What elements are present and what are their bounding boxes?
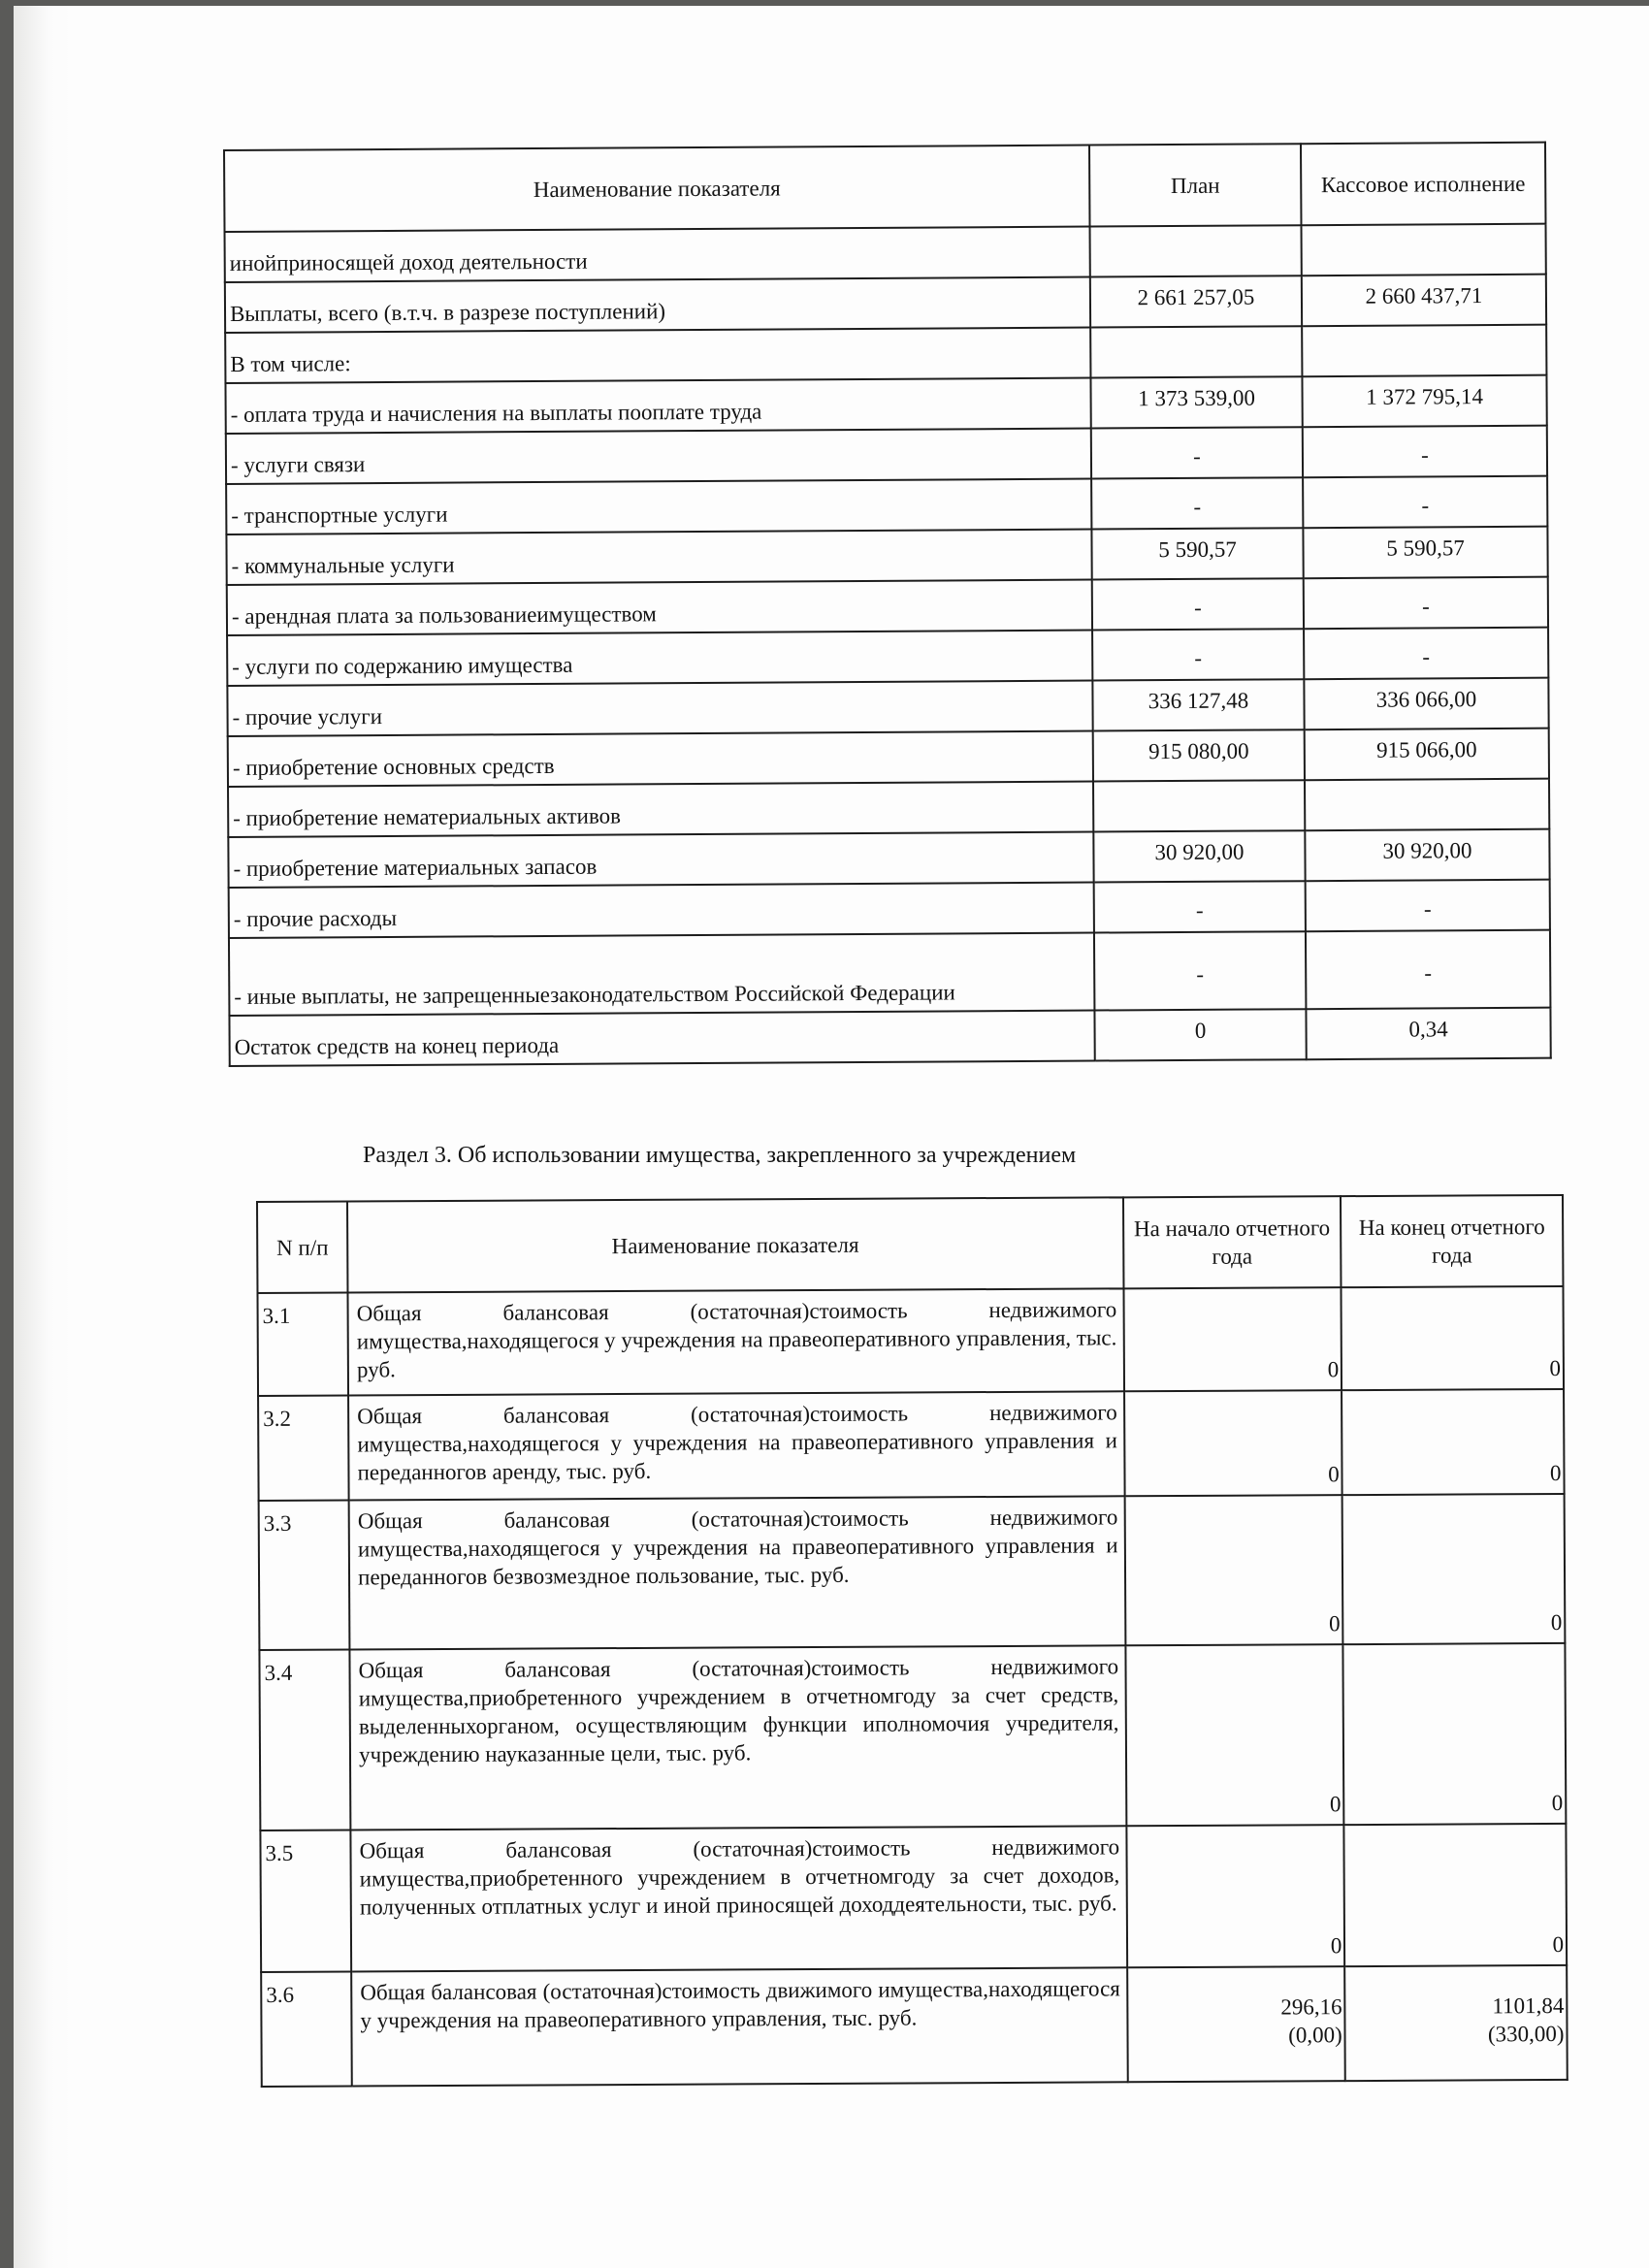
row-description: Общая балансовая (остаточная)стоимость движимого имущества,находящегося у учреждения на правеоперативного управления, тыс. руб. xyxy=(351,1967,1127,2086)
table-row xyxy=(227,628,1548,686)
value-main: 0 xyxy=(1549,1355,1561,1381)
row-actual: 0,34 xyxy=(1306,1008,1550,1060)
payments-table xyxy=(223,142,1552,1067)
row-end-value xyxy=(1343,1643,1567,1825)
value-main: 0 xyxy=(1329,1792,1342,1817)
row-description: Общая балансовая (остаточная)стоимость недвижимого имущества,приобретенного учреждением в отчетномгоду за счет доходов, полученных отплатных услуг и иной приносящей доходдеятельности, тыс. руб. xyxy=(350,1826,1126,1971)
table-row xyxy=(227,577,1548,635)
header-year-end: На конец отчетного года xyxy=(1341,1195,1563,1287)
row-description: Общая балансовая (остаточная)стоимость недвижимого имущества,находящегося у учреждения на правеоперативного управления и переданногов аренду, тыс. руб. xyxy=(348,1391,1124,1500)
row-actual: 1 372 795,14 xyxy=(1302,375,1546,428)
row-plan: 5 590,57 xyxy=(1091,528,1303,579)
row-number: 3.4 xyxy=(259,1650,350,1831)
row-actual: 30 920,00 xyxy=(1305,829,1549,882)
value-main: 0 xyxy=(1551,1790,1564,1816)
row-actual: - xyxy=(1304,577,1548,630)
header-year-start: На начало отчетного года xyxy=(1123,1196,1342,1288)
row-number: 3.6 xyxy=(261,1971,352,2086)
section-3-title: Раздел 3. Об использовании имущества, закрепленного за учреждением xyxy=(363,1143,1077,1168)
row-name: - услуги по содержанию имущества xyxy=(227,631,1092,686)
table-row xyxy=(258,1389,1565,1501)
row-plan xyxy=(1093,780,1305,831)
row-description: Общая балансовая (остаточная)стоимость недвижимого имущества,приобретенного учреждением в отчетномгоду за счет средств, выделенныхорганом, осуществляющим функции иполномочия учредителя, учреждению науказанные цели, тыс. руб. xyxy=(350,1645,1126,1830)
row-actual xyxy=(1302,325,1546,377)
header-indicator-name: Наименование показателя xyxy=(224,146,1089,232)
table-row xyxy=(260,1824,1567,1972)
row-plan: 2 661 257,05 xyxy=(1090,275,1302,327)
table-row xyxy=(257,1286,1564,1396)
table-row xyxy=(226,527,1547,585)
table-row xyxy=(259,1494,1566,1650)
row-actual: 915 066,00 xyxy=(1305,729,1549,781)
row-start-value xyxy=(1125,1644,1344,1826)
table-row xyxy=(229,930,1550,1016)
table-row xyxy=(227,678,1548,736)
property-table xyxy=(256,1194,1568,2088)
row-name: - приобретение нематериальных активов xyxy=(228,782,1093,837)
row-end-value xyxy=(1342,1494,1566,1644)
row-plan: 30 920,00 xyxy=(1093,830,1305,882)
row-plan: 336 127,48 xyxy=(1092,679,1304,730)
row-actual: 2 660 437,71 xyxy=(1302,275,1546,327)
row-actual: - xyxy=(1306,930,1550,1010)
value-main: 0 xyxy=(1330,1933,1342,1959)
value-main: 296,16 xyxy=(1280,1994,1342,2020)
row-end-value xyxy=(1344,1824,1568,1966)
row-plan: 0 xyxy=(1094,1009,1306,1060)
table-row xyxy=(229,1008,1550,1066)
table-row xyxy=(226,476,1547,535)
row-plan: - xyxy=(1091,427,1303,478)
row-start-value xyxy=(1126,1825,1344,1967)
row-number: 3.3 xyxy=(259,1501,350,1650)
row-name: - прочие услуги xyxy=(227,681,1092,736)
value-sub: (0,00) xyxy=(1288,2023,1342,2048)
value-sub: (330,00) xyxy=(1487,2021,1565,2047)
row-plan: - xyxy=(1092,629,1304,680)
value-main: 1101,84 xyxy=(1492,1993,1565,2019)
header-cash-execution: Кассовое исполнение xyxy=(1301,143,1546,226)
row-end-value xyxy=(1342,1286,1564,1390)
table-row xyxy=(261,1965,1568,2087)
value-main: 0 xyxy=(1549,1460,1562,1486)
row-description: Общая балансовая (остаточная)стоимость недвижимого имущества,находящегося у учреждения на правеоперативного управления, тыс. руб. xyxy=(348,1288,1124,1395)
row-actual: - xyxy=(1304,628,1548,680)
row-number: 3.1 xyxy=(257,1293,348,1396)
row-name: - коммунальные услуги xyxy=(226,530,1091,585)
row-plan: 1 373 539,00 xyxy=(1090,376,1302,428)
row-actual: - xyxy=(1303,426,1547,478)
value-main: 0 xyxy=(1327,1357,1340,1382)
row-name: - иные выплаты, не запрещенныезаконодательством Российской Федерации xyxy=(229,933,1094,1016)
row-plan: - xyxy=(1094,931,1306,1010)
value-main: 0 xyxy=(1328,1611,1341,1636)
header-plan: План xyxy=(1089,144,1302,226)
row-number: 3.5 xyxy=(260,1830,351,1971)
row-name: - приобретение материальных запасов xyxy=(228,832,1093,888)
row-start-value xyxy=(1124,1495,1342,1645)
header-number: N п/п xyxy=(257,1202,348,1293)
table-row xyxy=(225,275,1546,333)
row-actual: - xyxy=(1303,476,1547,529)
row-name: - оплата труда и начисления на выплаты пооплате труда xyxy=(225,378,1090,434)
row-plan xyxy=(1090,225,1302,276)
row-plan: - xyxy=(1094,881,1306,932)
row-name: инойприносящей доход деятельности xyxy=(225,227,1090,282)
row-start-value xyxy=(1127,1966,1345,2082)
value-main: 0 xyxy=(1328,1462,1340,1487)
row-end-value xyxy=(1342,1389,1564,1495)
table-header-row xyxy=(224,143,1545,232)
row-plan: - xyxy=(1091,477,1303,529)
row-actual: 336 066,00 xyxy=(1304,678,1548,730)
table-row xyxy=(225,375,1546,434)
row-name: - арендная плата за пользованиеимуществом xyxy=(227,580,1092,635)
row-plan: - xyxy=(1092,578,1304,630)
row-description: Общая балансовая (остаточная)стоимость недвижимого имущества,находящегося у учреждения на правеоперативного управления и переданногов безвозмездное пользование, тыс. руб. xyxy=(349,1496,1125,1649)
table-header-row xyxy=(257,1195,1563,1293)
row-name: В том числе: xyxy=(225,328,1090,383)
row-name: - услуги связи xyxy=(226,429,1091,484)
row-actual xyxy=(1301,224,1545,276)
row-end-value xyxy=(1344,1965,1567,2081)
row-name: - прочие расходы xyxy=(229,883,1094,938)
row-name: - приобретение основных средств xyxy=(228,731,1093,787)
table-row xyxy=(228,829,1549,888)
row-plan xyxy=(1090,326,1302,377)
document-page xyxy=(14,6,1649,2268)
row-start-value xyxy=(1123,1287,1342,1391)
value-main: 0 xyxy=(1552,1931,1565,1958)
header-indicator-name: Наименование показателя xyxy=(347,1197,1123,1292)
row-actual: 5 590,57 xyxy=(1303,527,1547,579)
table-row xyxy=(225,224,1546,282)
row-name: Остаток средств на конец периода xyxy=(229,1011,1094,1066)
row-name: - транспортные услуги xyxy=(226,479,1091,535)
row-start-value xyxy=(1124,1390,1342,1496)
row-number: 3.2 xyxy=(258,1396,349,1501)
table-row xyxy=(226,426,1547,484)
table-row xyxy=(228,779,1549,837)
row-name: Выплаты, всего (в.т.ч. в разрезе поступлений) xyxy=(225,277,1090,333)
row-plan: 915 080,00 xyxy=(1093,729,1305,781)
row-actual: - xyxy=(1306,880,1550,932)
table-row xyxy=(225,325,1546,383)
value-main: 0 xyxy=(1550,1609,1563,1636)
table-row xyxy=(259,1643,1566,1831)
row-actual xyxy=(1305,779,1549,831)
table-row xyxy=(229,880,1550,938)
table-row xyxy=(228,729,1549,787)
